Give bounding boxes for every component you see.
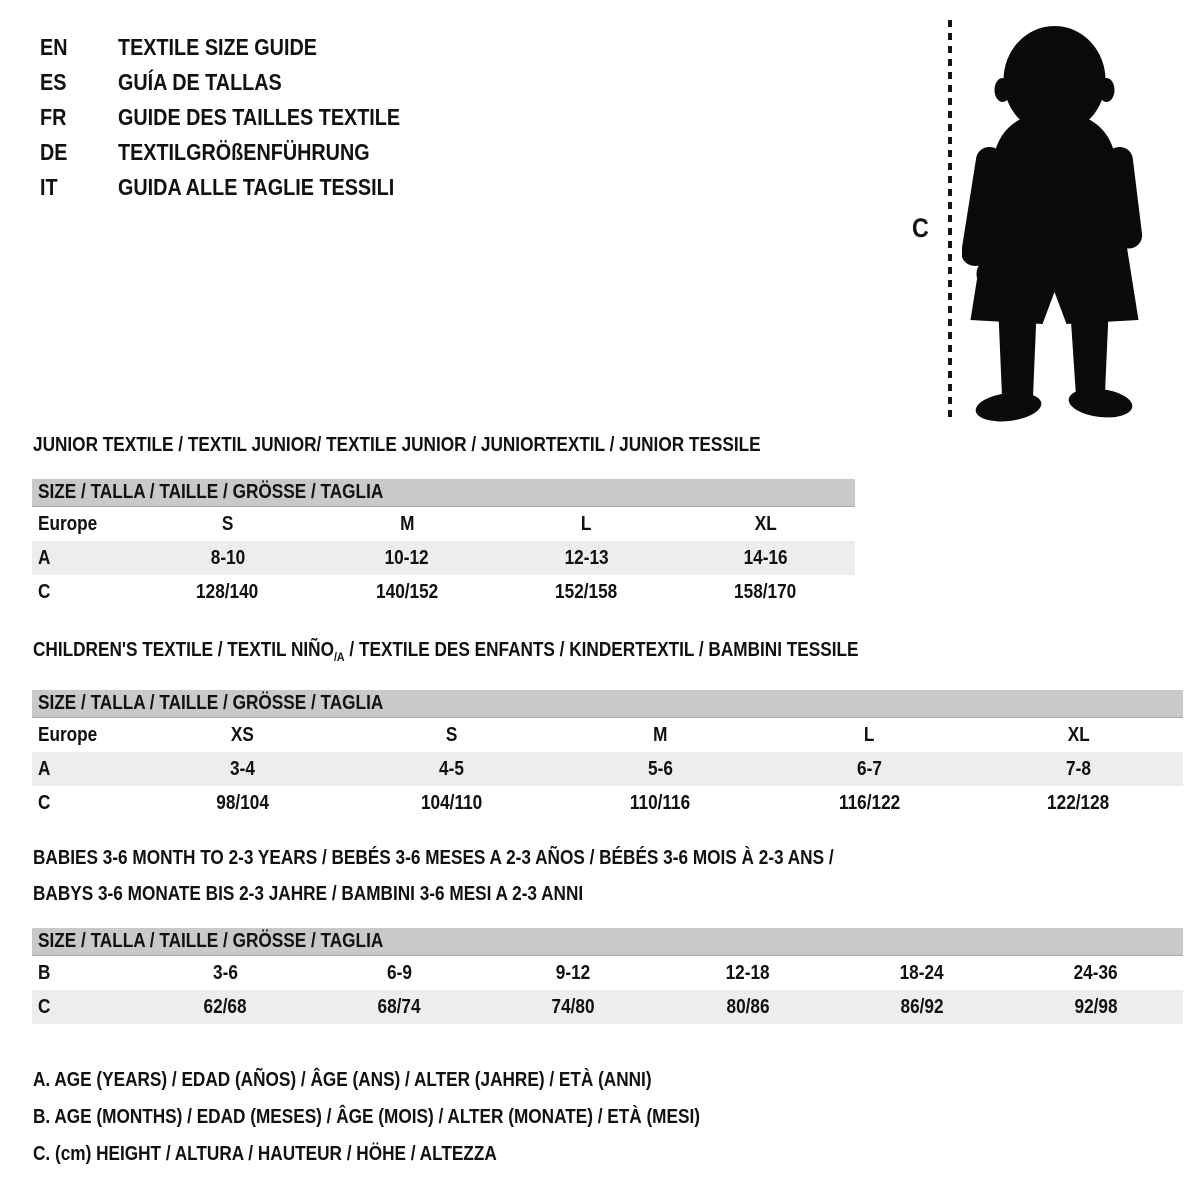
size-cell: XL — [754, 512, 777, 535]
age-cell: 14-16 — [743, 546, 788, 569]
table-row — [32, 718, 1183, 752]
row-label: B — [38, 961, 51, 984]
months-cell: 3-6 — [212, 961, 238, 984]
lang-row-de — [40, 135, 446, 170]
height-cell: 110/116 — [630, 791, 691, 814]
legend — [33, 1062, 809, 1173]
months-cell: 12-18 — [725, 961, 770, 984]
table-row — [32, 507, 855, 541]
age-cell: 3-4 — [230, 757, 255, 780]
lang-label: GUIDA ALLE TAGLIE TESSILI — [118, 174, 395, 200]
size-cell: L — [864, 723, 875, 746]
size-cell: S — [221, 512, 234, 535]
age-cell: 12-13 — [564, 546, 609, 569]
height-cell: 68/74 — [377, 995, 421, 1018]
lang-label: GUÍA DE TALLAS — [118, 69, 282, 95]
table-row — [32, 575, 855, 609]
children-size-table — [32, 690, 1183, 820]
title-subscript: /A — [333, 650, 345, 664]
lang-row-fr — [40, 100, 446, 135]
lang-row-en — [40, 30, 446, 65]
junior-section-title: JUNIOR TEXTILE / TEXTIL JUNIOR/ TEXTILE JUNIOR / JUNIORTEXTIL / JUNIOR TESSILE — [33, 434, 761, 456]
row-label: C — [38, 580, 51, 603]
size-cell: XL — [1067, 723, 1090, 746]
height-measure-dashed-line — [948, 20, 952, 418]
months-cell: 24-36 — [1073, 961, 1118, 984]
age-cell: 10-12 — [384, 546, 429, 569]
lang-label: TEXTILE SIZE GUIDE — [118, 34, 317, 60]
table-row — [32, 956, 1183, 990]
height-cell: 92/98 — [1074, 995, 1118, 1018]
title-text: / TEXTILE DES ENFANTS / KINDERTEXTIL / BAMBINI TESSILE — [344, 639, 859, 661]
height-cell: 116/122 — [838, 791, 901, 814]
size-cell: M — [653, 723, 668, 746]
children-section-title — [33, 638, 993, 669]
height-cell: 62/68 — [203, 995, 247, 1018]
age-cell: 7-8 — [1066, 757, 1091, 780]
age-cell: 6-7 — [857, 757, 882, 780]
size-header-bar: SIZE / TALLA / TAILLE / GRÖSSE / TAGLIA — [32, 479, 855, 507]
row-label: Europe — [38, 512, 98, 535]
size-cell: XS — [231, 723, 254, 746]
baby-silhouette-image — [962, 22, 1147, 422]
legend-line-a: A. AGE (YEARS) / EDAD (AÑOS) / ÂGE (ANS) / ALTER (JAHRE) / ETÀ (ANNI) — [33, 1069, 652, 1091]
months-cell: 6-9 — [386, 961, 412, 984]
row-label: C — [38, 791, 51, 814]
row-label: Europe — [38, 723, 98, 746]
babies-section-title — [33, 840, 964, 912]
height-measure-label: C — [912, 213, 929, 243]
lang-code: ES — [40, 69, 67, 95]
lang-code: FR — [40, 104, 67, 130]
babies-title-line2: BABYS 3-6 MONATE BIS 2-3 JAHRE / BAMBINI 3-6 MESI A 2-3 ANNI — [33, 883, 584, 905]
legend-line-c: C. (cm) HEIGHT / ALTURA / HAUTEUR / HÖHE / ALTEZZA — [33, 1143, 497, 1165]
age-cell: 5-6 — [648, 757, 673, 780]
lang-row-es — [40, 65, 446, 100]
row-label: C — [38, 995, 51, 1018]
height-cell: 74/80 — [551, 995, 595, 1018]
table-row — [32, 990, 1183, 1024]
language-list — [40, 30, 446, 205]
junior-size-table — [32, 479, 855, 609]
lang-code: DE — [40, 139, 68, 165]
table-row — [32, 752, 1183, 786]
babies-title-line1: BABIES 3-6 MONTH TO 2-3 YEARS / BEBÉS 3-6 MESES A 2-3 AÑOS / BÉBÉS 3-6 MOIS À 2-3 ANS / — [33, 847, 834, 869]
months-cell: 9-12 — [556, 961, 591, 984]
title-text: CHILDREN'S TEXTILE / TEXTIL NIÑO — [33, 639, 334, 661]
height-cell: 128/140 — [196, 580, 259, 603]
height-cell: 140/152 — [375, 580, 438, 603]
table-row — [32, 786, 1183, 820]
height-cell: 80/86 — [726, 995, 770, 1018]
height-cell: 158/170 — [734, 580, 797, 603]
height-cell: 86/92 — [900, 995, 944, 1018]
legend-line-b: B. AGE (MONTHS) / EDAD (MESES) / ÂGE (MOIS) / ALTER (MONATE) / ETÀ (MESI) — [33, 1106, 700, 1128]
size-cell: S — [445, 723, 458, 746]
age-cell: 4-5 — [439, 757, 464, 780]
age-cell: 8-10 — [210, 546, 245, 569]
size-header-bar: SIZE / TALLA / TAILLE / GRÖSSE / TAGLIA — [32, 928, 1183, 956]
months-cell: 18-24 — [899, 961, 944, 984]
lang-label: GUIDE DES TAILLES TEXTILE — [118, 104, 401, 130]
lang-row-it — [40, 170, 446, 205]
height-cell: 98/104 — [216, 791, 269, 814]
height-cell: 122/128 — [1047, 791, 1110, 814]
height-cell: 104/110 — [420, 791, 483, 814]
size-cell: M — [399, 512, 415, 535]
babies-size-table — [32, 928, 1183, 1024]
lang-label: TEXTILGRÖßENFÜHRUNG — [118, 139, 370, 165]
table-row — [32, 541, 855, 575]
lang-code: IT — [40, 174, 58, 200]
lang-code: EN — [40, 34, 68, 60]
row-label: A — [38, 757, 51, 780]
row-label: A — [38, 546, 51, 569]
size-header-bar: SIZE / TALLA / TAILLE / GRÖSSE / TAGLIA — [32, 690, 1183, 718]
size-cell: L — [580, 512, 592, 535]
height-cell: 152/158 — [555, 580, 618, 603]
